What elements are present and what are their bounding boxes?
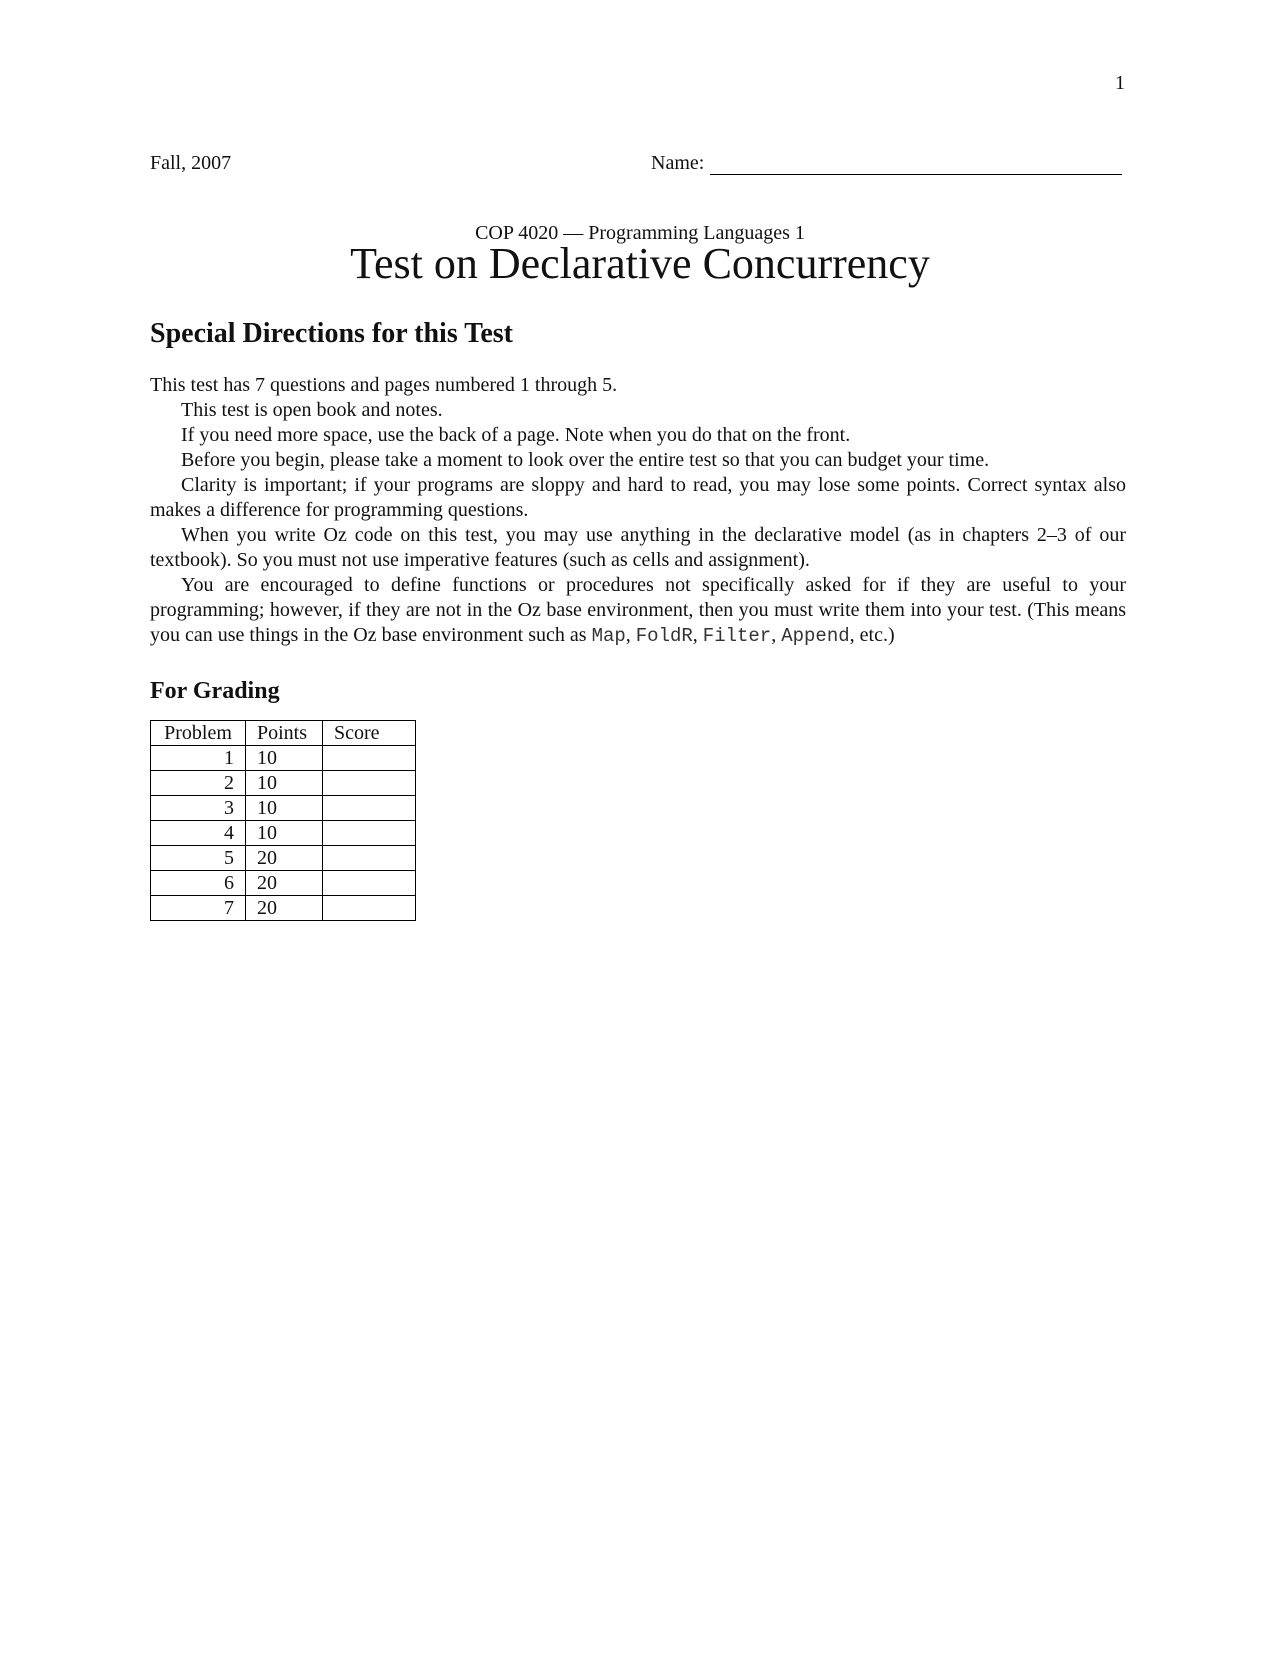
problem-cell: 4 bbox=[151, 821, 246, 846]
code-append: Append bbox=[781, 625, 850, 647]
table-row bbox=[151, 746, 416, 771]
directions-body bbox=[150, 373, 1126, 649]
term-label: Fall, 2007 bbox=[150, 152, 232, 174]
problem-cell: 1 bbox=[151, 746, 246, 771]
problem-cell: 3 bbox=[151, 796, 246, 821]
table-row bbox=[151, 821, 416, 846]
points-cell: 20 bbox=[246, 871, 323, 896]
course-line: COP 4020 — Programming Languages 1 bbox=[475, 222, 805, 244]
directions-paragraph-6: When you write Oz code on this test, you may use anything in the declarative model (as in chapters 2–3 of our textbook). So you must not use imperative features (such as cells and assignment). bbox=[150, 524, 1126, 571]
score-cell[interactable] bbox=[323, 821, 416, 846]
directions-paragraph-3: If you need more space, use the back of a page. Note when you do that on the front. bbox=[181, 424, 851, 446]
code-map: Map bbox=[591, 625, 626, 647]
problem-cell: 5 bbox=[151, 846, 246, 871]
directions-paragraph-5: Clarity is important; if your programs are sloppy and hard to read, you may lose some points. Correct syntax also makes a difference for programming questions. bbox=[150, 474, 1126, 521]
grading-heading: For Grading bbox=[150, 678, 280, 704]
score-cell[interactable] bbox=[323, 796, 416, 821]
table-row bbox=[151, 771, 416, 796]
score-cell[interactable] bbox=[323, 871, 416, 896]
points-cell: 10 bbox=[246, 771, 323, 796]
code-foldr: FoldR bbox=[635, 625, 693, 647]
column-header-score: Score bbox=[323, 721, 416, 746]
code-filter: Filter bbox=[702, 625, 772, 647]
table-row bbox=[151, 871, 416, 896]
directions-paragraph-4: Before you begin, please take a moment to look over the entire test so that you can budget your time. bbox=[181, 449, 990, 471]
score-cell[interactable] bbox=[323, 771, 416, 796]
p7-sep-2: , bbox=[692, 624, 703, 646]
p7-sep-1: , bbox=[625, 624, 636, 646]
grading-table bbox=[150, 720, 416, 921]
points-cell: 10 bbox=[246, 821, 323, 846]
points-cell: 10 bbox=[246, 796, 323, 821]
p7-text: You are encouraged to define functions or procedures not specifically asked for if they are useful to your programming; however, if they are not in the Oz base environment, then you must write them into your test. (This means you can use things in the Oz base environment such as bbox=[150, 574, 1126, 646]
score-cell[interactable] bbox=[323, 746, 416, 771]
grading-table-header bbox=[151, 721, 416, 746]
p7-end: , etc.) bbox=[849, 624, 895, 646]
directions-heading: Special Directions for this Test bbox=[150, 318, 513, 349]
name-field bbox=[651, 152, 1122, 175]
directions-paragraph-1: This test has 7 questions and pages numbered 1 through 5. bbox=[150, 374, 618, 396]
directions-paragraph-2: This test is open book and notes. bbox=[181, 399, 443, 421]
points-cell: 20 bbox=[246, 896, 323, 921]
directions-paragraph-7 bbox=[150, 573, 1126, 649]
page-title: Test on Declarative Concurrency bbox=[350, 239, 930, 288]
score-cell[interactable] bbox=[323, 846, 416, 871]
problem-cell: 7 bbox=[151, 896, 246, 921]
problem-cell: 2 bbox=[151, 771, 246, 796]
points-cell: 10 bbox=[246, 746, 323, 771]
page-number: 1 bbox=[1115, 72, 1125, 94]
table-row bbox=[151, 846, 416, 871]
table-row bbox=[151, 796, 416, 821]
p7-sep-3: , bbox=[771, 624, 782, 646]
name-blank-line bbox=[710, 156, 1122, 175]
column-header-points: Points bbox=[246, 721, 323, 746]
points-cell: 20 bbox=[246, 846, 323, 871]
table-row bbox=[151, 896, 416, 921]
column-header-problem: Problem bbox=[151, 721, 246, 746]
score-cell[interactable] bbox=[323, 896, 416, 921]
name-label: Name: bbox=[651, 152, 705, 174]
problem-cell: 6 bbox=[151, 871, 246, 896]
